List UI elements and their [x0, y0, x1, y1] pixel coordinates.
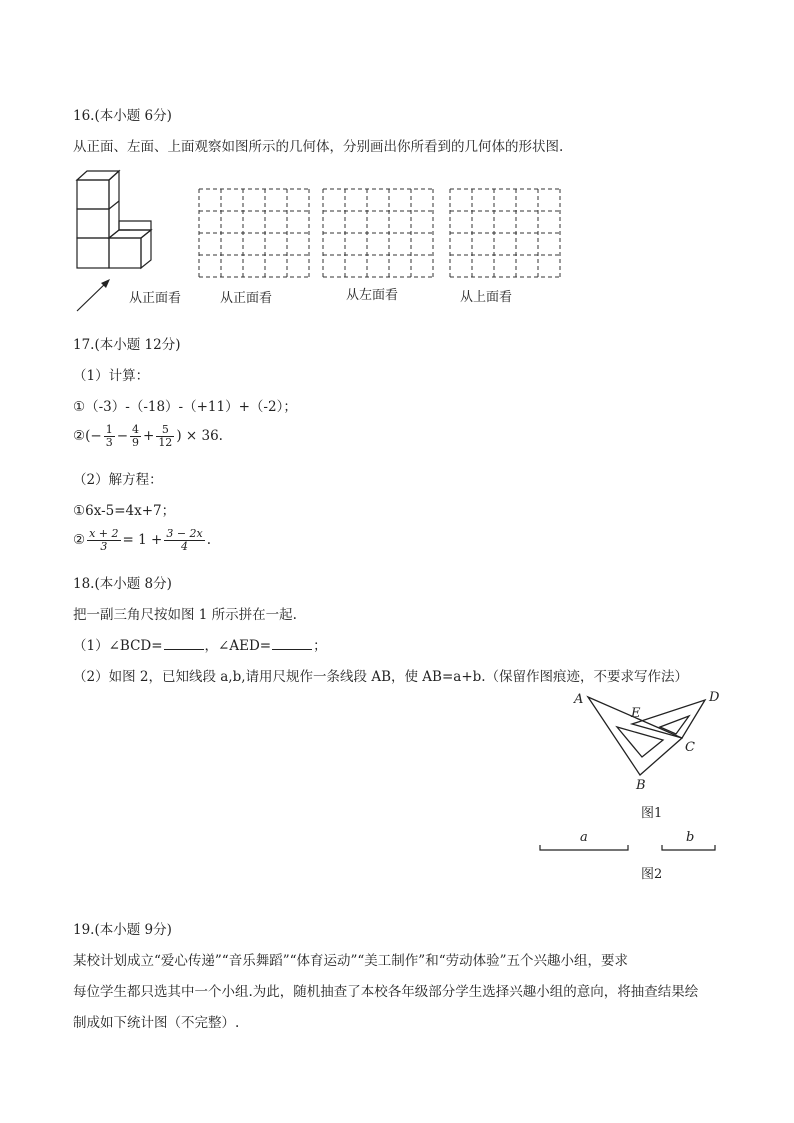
eq2-prefix: ② [73, 532, 86, 549]
label-c: C [685, 740, 695, 755]
q17-part1: （1）计算： [73, 368, 150, 384]
q18-part1: （1）∠BCD= ，∠AED= ； [73, 638, 327, 654]
label-e: E [631, 706, 641, 721]
eq2-suffix: . [206, 532, 212, 549]
q18-part2: （2）如图 2，已知线段 a,b,请用尺规作一条线段 AB，使 AB=a+b.（保留作图痕迹，不要求写作法） [73, 669, 689, 685]
grid-caption-left: 从左面看 [346, 288, 399, 303]
item2-prefix: ②(− [73, 428, 102, 445]
q18-header: 18.(本小题 8分) [73, 576, 172, 592]
q19-line2: 每位学生都只选其中一个小组.为此，随机抽查了本校各年级部分学生选择兴趣小组的意向，将抽查结果绘 [73, 984, 699, 1000]
q19-line3: 制成如下统计图（不完整）. [73, 1015, 240, 1031]
grid-caption-front: 从正面看 [220, 291, 273, 306]
fraction-1-3: $\frac{1}{3}$ [105, 423, 113, 450]
q18-text: 把一副三角尺按如图 1 所示拼在一起. [73, 607, 297, 623]
fraction-x-plus-2: $\frac{x + 2}{3}$ [89, 527, 119, 554]
q19-line1: 某校计划成立“爱心传递”“音乐舞蹈”“体育运动”“美工制作”和“劳动体验”五个兴趣小组，要求 [73, 953, 629, 969]
q19-header: 19.(本小题 9分) [73, 922, 172, 938]
fraction-4-9: $\frac{4}{9}$ [132, 423, 139, 450]
fig2-caption: 图2 [641, 867, 663, 882]
q17-header: 17.(本小题 12分) [73, 337, 181, 353]
fraction-5-12: $\frac{5}{12}$ [158, 423, 173, 450]
operator: − [116, 428, 128, 445]
q17-item1: ①（-3）-（-18）-（+11）+（-2）； [73, 399, 297, 415]
q17-eq1: ①6x-5=4x+7； [73, 503, 176, 519]
q17-part2: （2）解方程： [73, 472, 163, 488]
item2-suffix: ) × 36. [176, 428, 223, 445]
arrow-label: 从正面看 [129, 291, 182, 306]
fig1-caption: 图1 [641, 806, 663, 821]
q16-header: 16.(本小题 6分) [73, 108, 172, 124]
segment-a-label: a [580, 830, 588, 845]
label-d: D [709, 690, 720, 705]
fraction-3-minus-2x: $\frac{3 - 2x}{4}$ [166, 527, 203, 554]
eq2-mid: = 1 + [122, 532, 163, 549]
q16-text: 从正面、左面、上面观察如图所示的几何体，分别画出你所看到的几何体的形状图. [73, 139, 564, 155]
segment-b-label: b [686, 830, 695, 845]
grid-caption-top: 从上面看 [460, 290, 513, 305]
label-b: B [636, 778, 646, 793]
label-a: A [574, 692, 584, 707]
operator: + [143, 428, 155, 445]
